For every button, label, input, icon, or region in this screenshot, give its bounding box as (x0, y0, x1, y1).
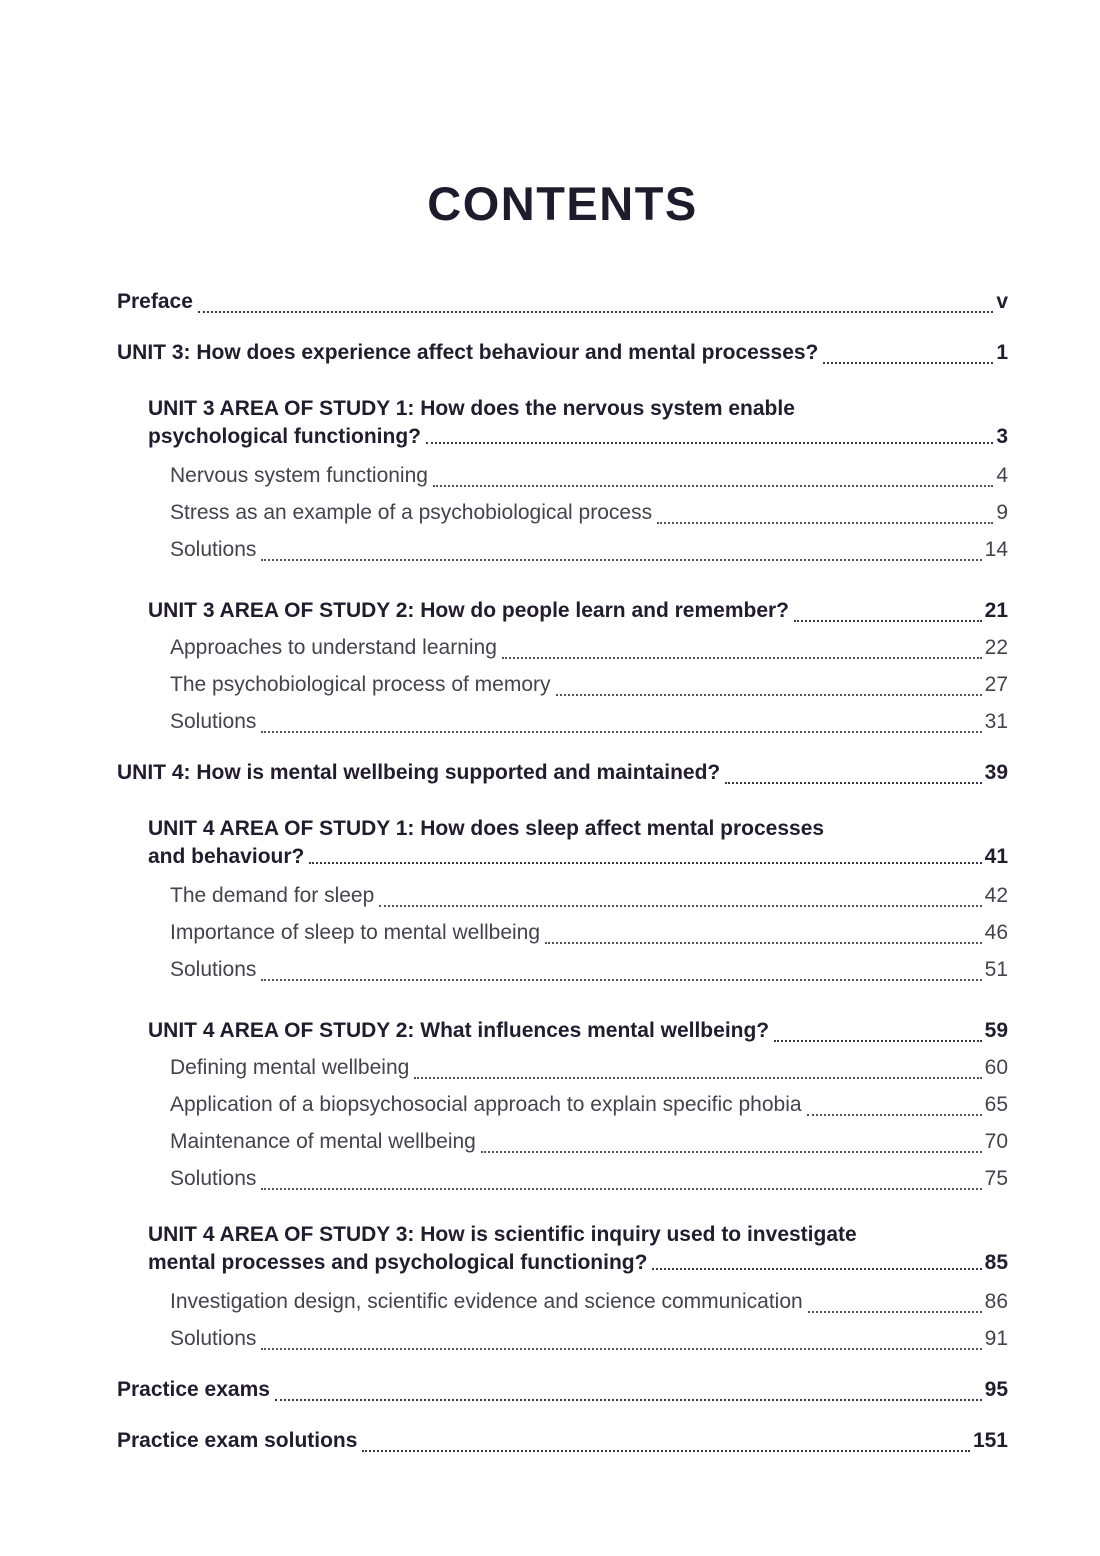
toc-entry (117, 1049, 1008, 1086)
toc-entry-label: Solutions (170, 1327, 257, 1350)
page-number: 1 (996, 341, 1008, 364)
toc-entry (117, 1123, 1008, 1160)
dot-leader (556, 666, 982, 703)
toc-entry-line (170, 703, 1008, 740)
toc-entry (117, 1221, 1008, 1277)
toc-entry (117, 1422, 1008, 1459)
toc-entry-label: Maintenance of mental wellbeing (170, 1130, 476, 1153)
page-number: 95 (984, 1378, 1008, 1401)
dot-leader (261, 951, 981, 988)
dot-leader (261, 1160, 981, 1197)
toc-entry (117, 877, 1008, 914)
toc-entry-line (148, 1012, 1008, 1049)
dot-leader (808, 1283, 982, 1320)
toc-entry (117, 457, 1008, 494)
dot-leader (774, 1012, 982, 1049)
toc-entry-line (170, 1283, 1008, 1320)
dot-leader (823, 334, 993, 371)
toc-entry-label: Solutions (170, 1167, 257, 1190)
toc-entry-label: Approaches to understand learning (170, 636, 497, 659)
toc-entry (117, 666, 1008, 703)
page-number: 9 (996, 501, 1008, 524)
toc-entry-line (170, 1049, 1008, 1086)
page-number: 21 (984, 599, 1008, 622)
page-number: 39 (984, 761, 1008, 784)
dot-leader (545, 914, 982, 951)
toc-entry (117, 1320, 1008, 1357)
page-number: 70 (984, 1130, 1008, 1153)
toc-entry-label: Nervous system functioning (170, 464, 428, 487)
dot-leader (725, 754, 981, 791)
toc-entry-line (117, 283, 1008, 320)
toc-entry-label: UNIT 3: How does experience affect behaviour and mental processes? (117, 341, 819, 364)
toc-entry-line (170, 629, 1008, 666)
toc-entry (117, 754, 1008, 791)
dot-leader (414, 1049, 981, 1086)
toc-entry-line (148, 1221, 1008, 1249)
toc-entry-label: The psychobiological process of memory (170, 673, 551, 696)
toc-entry-line (170, 1160, 1008, 1197)
toc-entry (117, 629, 1008, 666)
page-number: 85 (984, 1251, 1008, 1274)
toc-entry-label: Solutions (170, 710, 257, 733)
dot-leader (807, 1086, 982, 1123)
dot-leader (652, 1249, 981, 1277)
toc-entry-label: The demand for sleep (170, 884, 375, 907)
toc-entry-label: Practice exam solutions (117, 1429, 358, 1452)
dot-leader (275, 1371, 982, 1408)
page-number: 4 (996, 464, 1008, 487)
toc-entry-label: Preface (117, 290, 193, 313)
page-number: 41 (984, 845, 1008, 868)
toc-entry-line (170, 531, 1008, 568)
toc-entry-label: psychological functioning? (148, 425, 421, 448)
page-number: 75 (984, 1167, 1008, 1190)
toc-entry-label: Investigation design, scientific evidence and science communication (170, 1290, 803, 1313)
toc-entry-line (148, 843, 1008, 871)
toc-entry-line (170, 666, 1008, 703)
toc-entry (117, 815, 1008, 871)
page-number: 3 (996, 425, 1008, 448)
dot-leader (502, 629, 982, 666)
toc-entry-line (170, 1320, 1008, 1357)
toc-entry (117, 494, 1008, 531)
dot-leader (379, 877, 981, 914)
page-title: CONTENTS (427, 177, 698, 230)
toc-entry-label: UNIT 4 AREA OF STUDY 1: How does sleep affect mental processes (148, 817, 825, 840)
toc-entry (117, 1086, 1008, 1123)
toc-entry (117, 703, 1008, 740)
toc-entry-label: Solutions (170, 538, 257, 561)
toc-entry (117, 914, 1008, 951)
toc-entry (117, 1160, 1008, 1197)
dot-leader (657, 494, 993, 531)
page-number: 14 (984, 538, 1008, 561)
toc-entry-label: UNIT 4: How is mental wellbeing supported and maintained? (117, 761, 721, 784)
toc-entry-line (117, 1371, 1008, 1408)
toc-entry-label: and behaviour? (148, 845, 305, 868)
page-number: 60 (984, 1056, 1008, 1079)
toc-entry-line (148, 395, 1008, 423)
page-number: 31 (984, 710, 1008, 733)
toc-entry-line (170, 877, 1008, 914)
toc-entry-line (148, 592, 1008, 629)
page-number: 65 (984, 1093, 1008, 1116)
toc-entry-label: mental processes and psychological functioning? (148, 1251, 648, 1274)
toc-entry-line (148, 1249, 1008, 1277)
page-number: 59 (984, 1019, 1008, 1042)
toc-entry (117, 1371, 1008, 1408)
dot-leader (362, 1422, 970, 1459)
toc-entry-line (170, 1086, 1008, 1123)
dot-leader (481, 1123, 982, 1160)
toc-entry-line (170, 494, 1008, 531)
toc-entry-label: Importance of sleep to mental wellbeing (170, 921, 541, 944)
page-number: 46 (984, 921, 1008, 944)
toc-entry-line (170, 951, 1008, 988)
dot-leader (261, 1320, 981, 1357)
toc-entry (117, 531, 1008, 568)
toc-entry-line (170, 457, 1008, 494)
toc-entry (117, 283, 1008, 320)
toc-entry (117, 395, 1008, 451)
toc-entry-label: Application of a biopsychosocial approach to explain specific phobia (170, 1093, 802, 1116)
dot-leader (426, 423, 993, 451)
toc-entry-line (170, 1123, 1008, 1160)
toc-entry-line (148, 815, 1008, 843)
toc-entry (117, 1283, 1008, 1320)
toc-entry-label: UNIT 3 AREA OF STUDY 2: How do people learn and remember? (148, 599, 789, 622)
toc-entry-label: Solutions (170, 958, 257, 981)
page-number: v (996, 290, 1008, 313)
dot-leader (794, 592, 982, 629)
toc-entry (117, 951, 1008, 988)
page-number: 22 (984, 636, 1008, 659)
toc-entry-label: UNIT 4 AREA OF STUDY 3: How is scientific inquiry used to investigate (148, 1223, 857, 1246)
page-number: 27 (984, 673, 1008, 696)
page-number: 86 (984, 1290, 1008, 1313)
dot-leader (261, 531, 981, 568)
toc-entry-label: Practice exams (117, 1378, 270, 1401)
toc-entry-line (117, 1422, 1008, 1459)
toc-entry-line (170, 914, 1008, 951)
toc-entry-line (148, 423, 1008, 451)
toc-entry-label: Stress as an example of a psychobiological process (170, 501, 653, 524)
page-number: 51 (984, 958, 1008, 981)
dot-leader (198, 283, 993, 320)
toc-entry-label: Defining mental wellbeing (170, 1056, 410, 1079)
toc-entry (117, 592, 1008, 629)
toc-entry (117, 334, 1008, 371)
toc-entry (117, 1012, 1008, 1049)
toc-entry-label: UNIT 4 AREA OF STUDY 2: What influences mental wellbeing? (148, 1019, 770, 1042)
toc-entry-label: UNIT 3 AREA OF STUDY 1: How does the nervous system enable (148, 397, 795, 420)
toc-entry-line (117, 334, 1008, 371)
toc-list (117, 283, 1008, 1459)
page-number: 42 (984, 884, 1008, 907)
toc-entry-line (117, 754, 1008, 791)
page-number: 151 (972, 1429, 1008, 1452)
dot-leader (261, 703, 981, 740)
dot-leader (309, 843, 981, 871)
page-number: 91 (984, 1327, 1008, 1350)
dot-leader (433, 457, 993, 494)
